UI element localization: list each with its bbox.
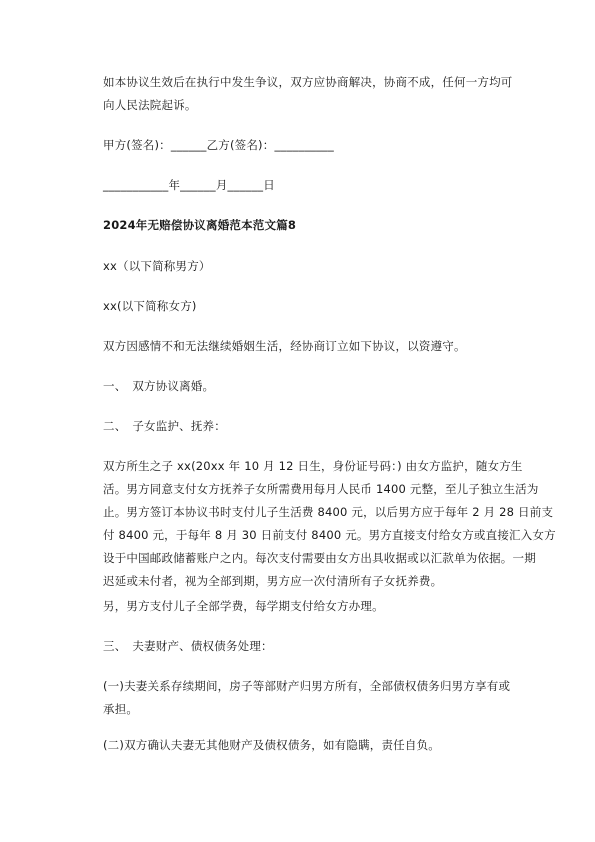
custody-paragraph-line: 止。男方签订本协议书时支付儿子生活费 8400 元，以后男方应于每年 2 月 28 日前支 [103,505,554,519]
property-clause-1-line-1: (一)夫妻关系存续期间，房子等部财产归男方所有，全部债权债务归男方享有或 [103,679,511,693]
dispute-clause-line-2: 向人民法院起诉。 [103,98,197,112]
dispute-clause-line-1: 如本协议生效后在执行中发生争议，双方应协商解决，协商不成，任何一方均可 [103,75,513,89]
party-male: xx（以下简称男方） [103,259,211,273]
property-clause-2: (二)双方确认夫妻无其他财产及债权债务，如有隐瞒，责任自负。 [103,738,440,752]
date-line: ___________年______月______日 [103,178,275,192]
signature-line: 甲方(签名)：______乙方(签名)：__________ [103,138,334,152]
property-clause-1-line-2: 承担。 [103,702,139,716]
clause-custody-heading: 二、 子女监护、抚养： [103,419,226,433]
party-female: xx(以下简称女方) [103,299,197,313]
custody-paragraph-line: 迟延或未付者，视为全部到期，男方应一次付清所有子女抚养费。 [103,574,443,588]
section-title: 2024年无赔偿协议离婚范本范文篇8 [103,218,297,232]
custody-paragraph-line: 付 8400 元，于每年 8 月 30 日前支付 8400 元。男方直接支付给女方或直接汇入女方 [103,528,556,542]
clause-property-heading: 三、 夫妻财产、债权债务处理： [103,639,273,653]
tuition-paragraph: 另，男方支付儿子全部学费，每学期支付给女方办理。 [103,599,384,613]
clause-divorce: 一、 双方协议离婚。 [103,379,215,393]
intro-paragraph: 双方因感情不和无法继续婚姻生活，经协商订立如下协议，以资遵守。 [103,339,466,353]
custody-paragraph-line: 双方所生之子 xx(20xx 年 10 月 12 日生，身份证号码：) 由女方监护，随女方生 [103,459,523,473]
custody-paragraph-line: 设于中国邮政储蓄账户之内。每次支付需要由女方出具收据或以汇款单为依据。一期 [103,551,536,565]
custody-paragraph-line: 活。男方同意支付女方抚养子女所需费用每月人民币 1400 元整，至儿子独立生活为 [103,482,539,496]
